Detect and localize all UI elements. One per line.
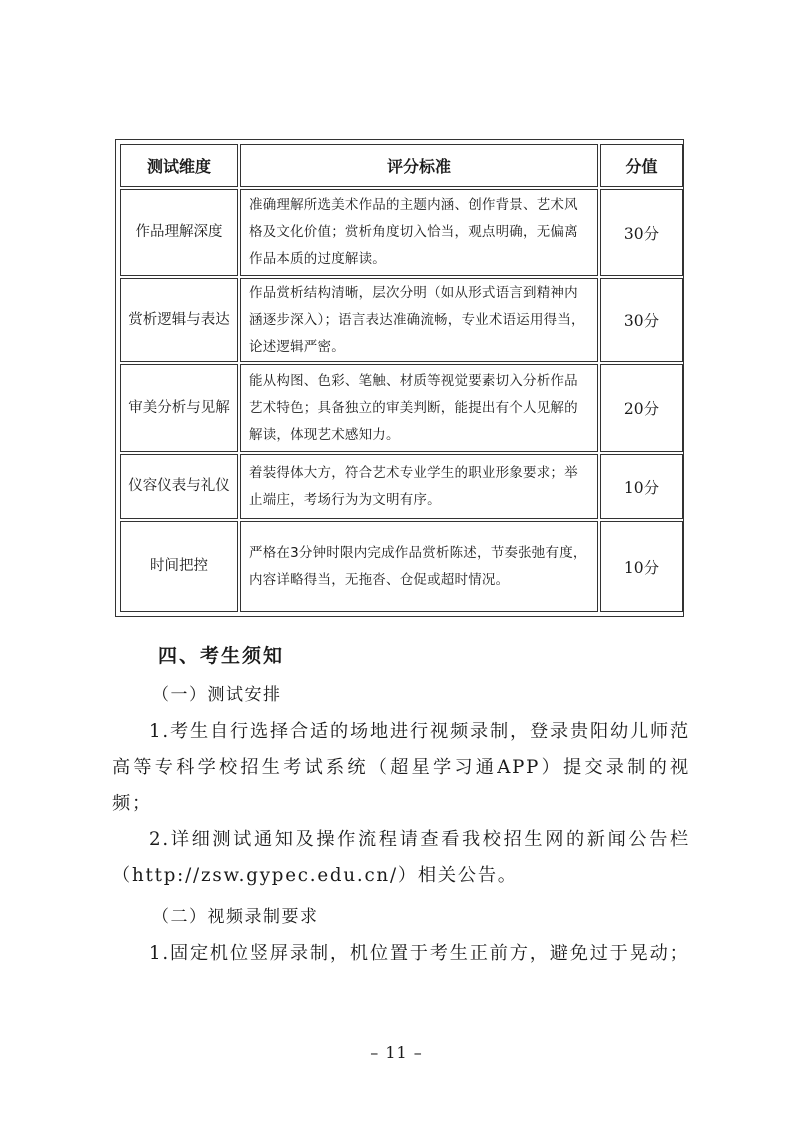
header-criteria: 评分标准: [240, 144, 598, 187]
row-dimension: 审美分析与见解: [120, 364, 238, 452]
row-score: 30分: [600, 278, 683, 362]
paragraph-video-submission: 1.考生自行选择合适的场地进行视频录制，登录贵阳幼儿师范高等专科学校招生考试系统（超星学习通APP）提交录制的视频；: [112, 721, 690, 814]
scoring-table: [118, 142, 685, 614]
table-row: [120, 521, 683, 612]
paragraph-notice-link: 2.详细测试通知及操作流程请查看我校招生网的新闻公告栏（http://zsw.gypec.edu.cn/）相关公告。: [112, 829, 691, 886]
header-dimension: 测试维度: [120, 144, 238, 187]
page-number: – 11 –: [370, 1043, 423, 1062]
table-row: [120, 454, 683, 519]
row-score: 30分: [600, 189, 683, 276]
section-heading: 四、考生须知: [158, 645, 285, 667]
row-criteria: 着装得体大方，符合艺术专业学生的职业形象要求；举止端庄，考场行为为文明有序。: [240, 454, 598, 519]
table-row: [120, 189, 683, 276]
row-criteria: 严格在3分钟时限内完成作品赏析陈述，节奏张弛有度，内容详略得当，无拖沓、仓促或超时情况。: [240, 521, 598, 612]
table-header-row: [120, 144, 683, 187]
row-dimension: 仪容仪表与礼仪: [120, 454, 238, 519]
row-score: 20分: [600, 364, 683, 452]
row-criteria: 能从构图、色彩、笔触、材质等视觉要素切入分析作品艺术特色；具备独立的审美判断，能提出有个人见解的解读，体现艺术感知力。: [240, 364, 598, 452]
row-criteria: 作品赏析结构清晰，层次分明（如从形式语言到精神内涵逐步深入）；语言表达准确流畅，专业术语运用得当，论述逻辑严密。: [240, 278, 598, 362]
table-row: [120, 278, 683, 362]
subheading-recording-requirements: （二）视频录制要求: [152, 907, 319, 927]
row-score: 10分: [600, 454, 683, 519]
row-criteria: 准确理解所选美术作品的主题内涵、创作背景、艺术风格及文化价值；赏析角度切入恰当，观点明确，无偏离作品本质的过度解读。: [240, 189, 598, 276]
header-score: 分值: [600, 144, 683, 187]
row-dimension: 赏析逻辑与表达: [120, 278, 238, 362]
scoring-table-frame: [115, 139, 684, 617]
row-dimension: 作品理解深度: [120, 189, 238, 276]
row-dimension: 时间把控: [120, 521, 238, 612]
paragraph-camera-position: 1.固定机位竖屏录制，机位置于考生正前方，避免过于晃动；: [149, 943, 690, 964]
row-score: 10分: [600, 521, 683, 612]
table-row: [120, 364, 683, 452]
subheading-test-arrangement: （一）测试安排: [152, 685, 282, 705]
